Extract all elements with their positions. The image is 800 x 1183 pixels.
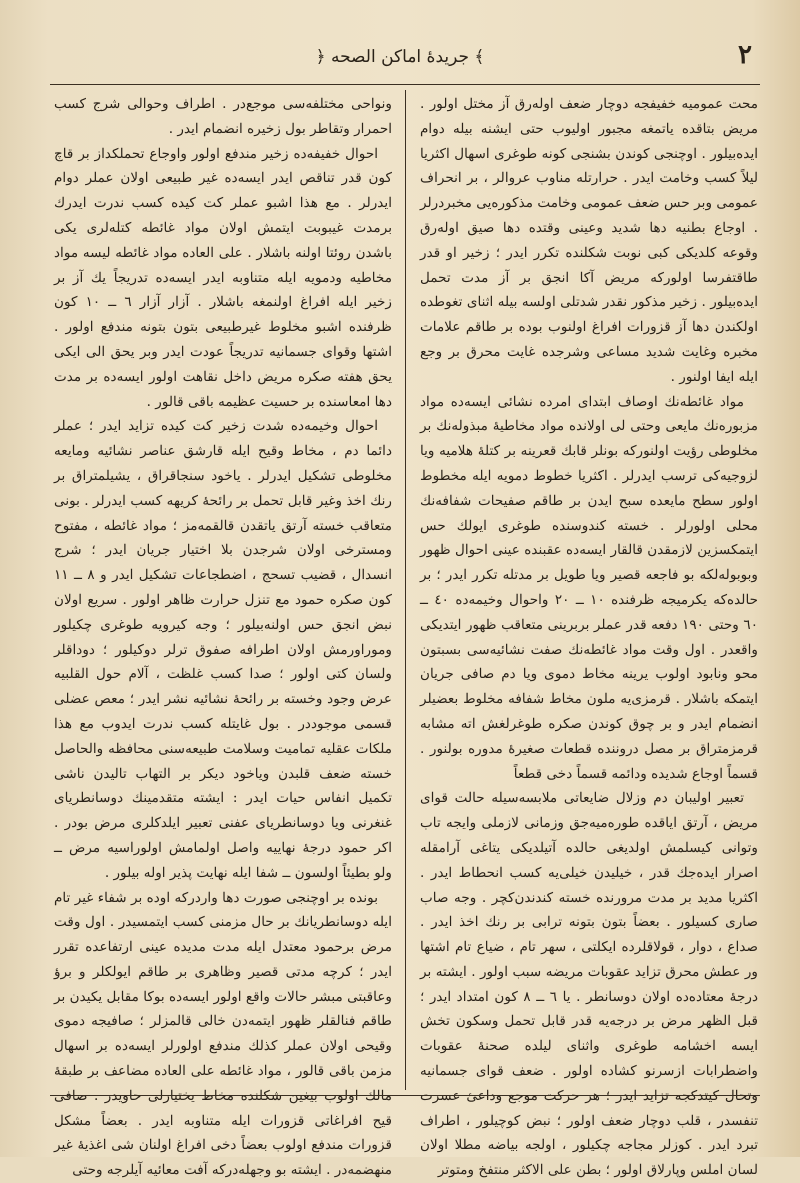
right-column xyxy=(420,92,758,1090)
paragraph: احوال وخیمه‌ده شدت زخیر کت کیده تزاید ایدر ؛ عملر دائما دم ، مخاط وقیح ایله قارشق عناصر نشائیه ومایعه مخلوطی تشکیل ایدرلر . یاخود سنجاقراق ، یشیلمتراق بر رنك اخذ وغیر قابل تحمل بر رائحهٔ کریهه کسب ایدرلر . بونی متعاقب خسته آرتق یاتقدن قالقمەمز ؛ مواد غائطه ، مفتوح ومسترخی اولان شرجدن بلا اختیار جریان ایدر ؛ شرج انسدال ، قضیب تسحج ، اضطجاعات تشکیل ایدر و ٨ ــ ١١ کون صکره حمود مع تنزل حرارت ظاهر اولور . سریع اولان نبض انجق حس اولنه‌بیلور ؛ وجه کیرویه طوغری چکیلور وموراورمش اولان اطرافه صفوق ترلر دوکیلور ؛ دوداقلر ولسان کتی اولور ؛ صدا کسب غلظت ، آلام حول القلبیه عرض وجود وخسته بر رائحهٔ نشائیه نشر ایدر ؛ معص عضلی قسمی موجوددر . بول غایتله کسب ندرت ایدوب مع هذا ملکات عقلیه تمامیت وسلامت طبیعه‌سنی محافظه والحاصل خسته ضعف قلبدن ویاخود دیکر بر التهاب تالیدن ناشی تکمیل انفاس حیات ایدر : ایشته متقدمینك دوسانطریای غنغرنی ویا دوسانطریای عفنی تعبیر ایلدکلری مرض بودر . اکر حمود درجهٔ نهاییه واصل اولمامش اولوراسیه مرض ــ ولو بطیئاً اولسون ــ شفا ایله نهایت پذیر اوله بیلور . xyxy=(54,414,392,885)
running-title: ﴿ جريدهٔ اماكن الصحه ﴾ xyxy=(0,46,800,67)
footer-rule xyxy=(50,1095,760,1096)
left-column xyxy=(54,92,392,1090)
page-number: ٢ xyxy=(738,42,752,68)
paragraph: احوال خفیفه‌ده زخیر مندفع اولور واوجاع تحملکداز بر قاچ کون قدر تناقص ایدر ایسه‌ده غیر طبیعی اولان عملر دوام ایدرلر . مع هذا اشبو عملر کت کیده کسب ندرت ایدرك برمدت غیبوبت ایتمش اولان مواد غائطه کتله‌لری یکی باشدن روئتا اولنه باشلار . على العاده مواد غائطه لیسه مواد مخاطیه ودمویه ایله متناوبه ایدر ایسه‌ده تدریجاً یك آز بر زخیر ایله افراغ اولنمغه باشلار . آزار آزار ٦ ــ ١٠ کون ظرفنده اشبو مخلوط غیرطبیعی بتون بتونه مندفع اولور . اشتها وقوای جسمانیه تدریجاً عودت ایدر وبر یحق الی ایکی یحق هفته صکره مریض داخل نقاهت اولور ایسه‌ده بر مدت دها امعاسنده بر حسیت عظیمه باقی قالور . xyxy=(54,142,392,415)
paragraph: ونواحی مختلفه‌سی موجع‌در . اطراف وحوالی شرج کسب احمرار وتقاطر بول زخیره انضمام ایدر . xyxy=(54,92,392,142)
header-rule xyxy=(50,84,760,85)
paragraph: محت عمومیه خفیفجه دوچار ضعف اولەرق آز مختل اولور . مریض بتاقده یاتمغه مجبور اولیوب حتی ایشنه بیله دوام ایده‌بیلور . اوچنجی کوندن بشنجی کونه طوغری اسهال اکثریا لیلاً کسب وخامت ایدر . حرارتله مناوب عروالر ، بر انحراف عمومی وبر حس ضعف عمومی وخامت مذکوره‌یی مخبر‌درلر . اوجاع بطنیه دها شدید وعینی وقتده دها صیق اولەرق وقوعه کلدیکی کبی نوبت شکلنده تکرر ایدر ؛ زخیر او قدر طاقتفرسا اولورکه مریض آکا انجق بر آز مدت تحمل ایده‌بیلور . زخیر مذکور نقدر شدتلی اولسه بیله اثنای تغوطده اولکندن دها آز قزورات افراغ اولنوب بوده بر طاقم علامات مخبره وغایت شدید مساعی وشرجده غایت محرق بر وجع ایله ایفا اولنور . xyxy=(420,92,758,390)
paragraph: تعبیر اولیبان دم وزلال ضایعاتی ملابسه‌سیله حالت قوای مریض ، آرتق ایاقده طورەمیه‌جق وزمانی لازملی وایجه تاب وتوانی کیسلمش اولدیغی حالده آتیلدیکی یتاغی آرامقله اصرار ایده‌جك قدر ، خیلیدن خیلی‌یه کسب انحطاط ایدر . اکثریا مدید بر مدت مرورنده خسته کندندن‌کچر . وجه صاب صاری کسیلور . بعضاً بتون بتونه ترابی بر رنك اخذ ایدر . صداع ، دوار ، قولاقلرده ایکلتی ، سهر تام ، ضیاع تام اشتها ور عطش محرق تزاید عقوبات مریضه سبب اولور . ایشته بر درجهٔ معتاده‌ده اولان دوسانطر . یا ٦ ــ ٨ کون امتداد ایدر ؛ قبل الظهر مرض بر درجه‌یه قدر قابل تحمل وسکون‌ تخش ایسه اخشامه طوغری واثنای لیلده صحنهٔ عقوبات واضطرابات ازسرنو کشاده اولور . ضعف قوای جسمانیه وتحال کیتدکجه تزاید ایدر ؛ هر حرکت موجع وداعیٔ عسرت تنفسدر ، قلب دوچار ضعف اولور ؛ نبض کوچیلور ، اطراف تبرد ایدر . کوزلر مجاجه چکیلور ، اولجه بیاضه مطلا اولان لسان املس وپارلاق اولور ؛ بطن على الاکثر منتفخ ومتوتر xyxy=(420,786,758,1183)
paragraph: مواد غائطه‌نك اوصاف ابتدای امرده نشائی ایسه‌ده مواد مزبوره‌نك مایعی وحتی لی اولانده مواد مخاطیهٔ مبذوله‌نك بر مخلوطی رؤیت اولنورکه بونلر قابك قعرینه بر کتلهٔ هلامیه ویا لزوجیه‌کی ترسب ایدرلر . اکثریا خطوط دمویه ایله مخطوط اولور سطح مایعده سبح ایدن بر طاقم صفیحات شفافه‌نك محلی اولورلر . خسته کندوسنده طوغری ایولك حس ایتمکسزین لازمقدن قالقار ایسه‌ده عقبنده عینی احوال ظهور وبوبوله‌لکه بو فاجعه قصیر ویا طویل بر مدتله تکرر ایدر ؛ بر حالده‌که یکرمیجه ظرفنده ١٠ ــ ٢٠ واحوال وخیمه‌ده ٤٠ ــ ٦٠ وحتی ١٩٠ دفعه قدر عملر بربرینی متعاقب ظهور ایتدیکی واقعدر . اول وقت مواد غائطه‌نك صفت نشائیه‌سی بسبتون محو ونابود اولوب یرینه مخاط دموی ویا دم صافی جریان ایتمکه باشلار . قرمزی‌یه ملون مخاط شفافه مخلوط بعضیلر انضمام ایدر و بر چوق کوندن صکره طوغرلغش اته مشابه قرمزمتراق بر مصل دروننده قطعات صغیرهٔ مدوره بولنور . قسماً اوجاع شدیده ودائمه قسماً دخی قطعاً xyxy=(420,390,758,787)
column-divider xyxy=(405,90,406,1090)
paragraph: بونده بر اوچنجی صورت دها واردرکه اوده بر شفاء غیر تام ایله دوسانطریانك بر حال مزمنی کسب ایتمسیدر . اول وقت مرض برحمود معتدل ایله مدت مدیده عینی ارتفاعده تقرر ایدر ؛ کرچه مدتی قصیر وظاهری بر طاقم ایولکلر و برؤ وعاقبتی مبشر حالات واقع اولور ایسه‌ده بوکا مقابل یکیدن بر طاقم فنالقلر ظهور ایتمه‌دن خالی قالمزلر ؛ صافیجه دموی وقیحی اولان عملر کذلك مندفع اولورلر ایسه‌ده بر اسهال مزمن باقی قالور ، مواد غائطه على العاده مضاعف بر طبقهٔ مالك اولوب بیغین شکلنده مخاط یختیارلی حاویدر . صافی قیح افراغاتی قزورات ایله متناوبه ایدر . بعضاً مشکل قزورات مندفع اولوب بعضاً دخی افراغ اولنان شی اغذیهٔ غیر منهضمه‌در . ایشته بو وجهله‌درکه آفت معائیه آیلرجه وحتی xyxy=(54,886,392,1183)
